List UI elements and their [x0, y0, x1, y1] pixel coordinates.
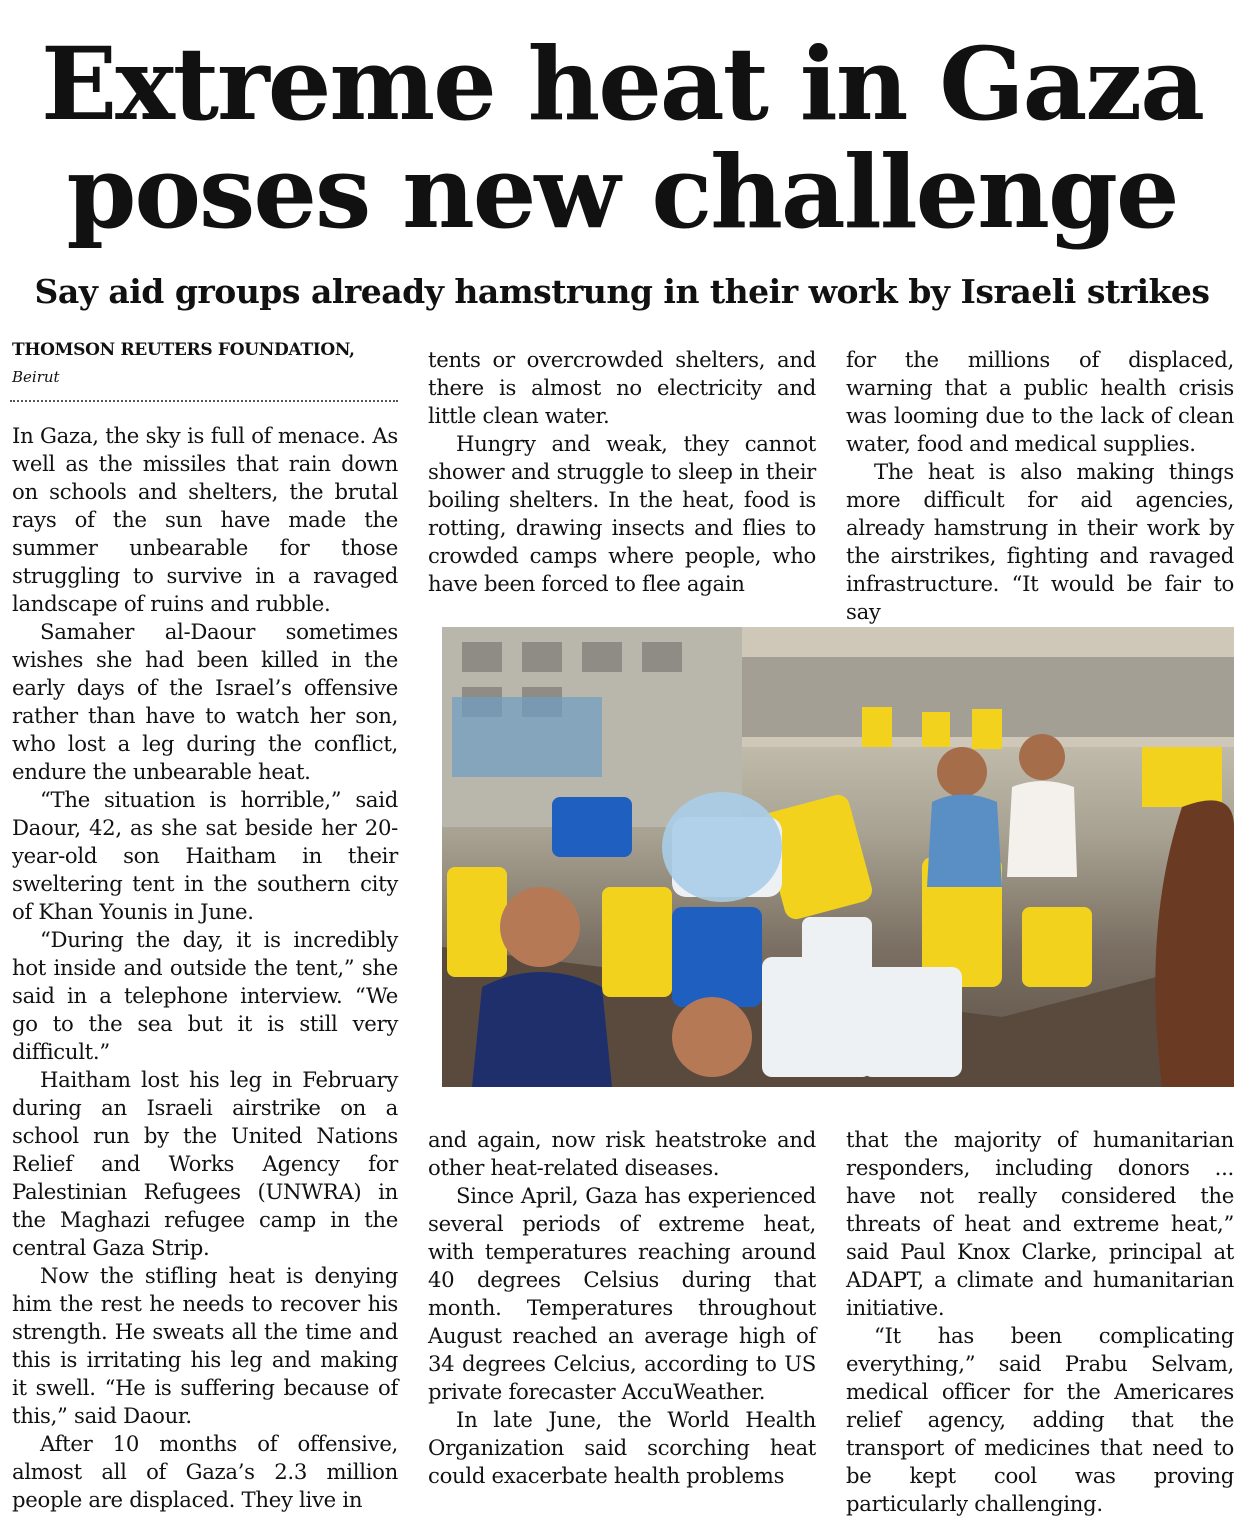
column-2-bottom — [428, 1126, 816, 1490]
byline-location: Beirut — [12, 368, 60, 386]
paragraph: In late June, the World Health Organization said scorching heat could exacerbate health problems — [428, 1407, 816, 1488]
headline — [0, 25, 1244, 251]
headline-line-1: Extreme heat in Gaza — [40, 25, 1203, 143]
paragraph: tents or overcrowded shelters, and there is almost no electricity and little clean water. — [428, 347, 816, 428]
paragraph: that the majority of humanitarian responders, including donors ... have not really considered the threats of heat and extreme heat,” said Paul Knox Clarke, principal at ADAPT, a climate and humanitarian initiative. — [846, 1127, 1234, 1320]
paragraph: Hungry and weak, they cannot shower and struggle to sleep in their boiling shelters. In the heat, food is rotting, drawing insects and flies to crowded camps where people, who have been forced to flee again — [428, 431, 816, 596]
paragraph: Haitham lost his leg in February during an Israeli airstrike on a school run by the United Nations Relief and Works Agency for Palestinian Refugees (UNWRA) in the Maghazi refugee camp in the central Gaza Strip. — [12, 1067, 398, 1260]
paragraph: Samaher al-Daour sometimes wishes she had been killed in the early days of the Israel’s offensive rather than have to watch her son, who lost a leg during the conflict, endure the unbearable heat. — [12, 619, 398, 784]
column-1 — [12, 422, 398, 1514]
paragraph: and again, now risk heatstroke and other heat-related diseases. — [428, 1127, 816, 1180]
photo-children-water-containers-icon — [442, 627, 1234, 1087]
paragraph: In Gaza, the sky is full of menace. As well as the missiles that rain down on schools and shelters, the brutal rays of the sun have made the summer unbearable for those struggling to survive in a ravaged landscape of ruins and rubble. — [12, 423, 398, 616]
column-2-top — [428, 346, 816, 598]
column-3-top — [846, 346, 1234, 626]
paragraph: for the millions of displaced, warning that a public health crisis was looming due to the lack of clean water, food and medical supplies. — [846, 347, 1234, 456]
byline-organization: THOMSON REUTERS FOUNDATION, — [12, 340, 355, 360]
paragraph: “During the day, it is incredibly hot inside and outside the tent,” she said in a telephone interview. “We go to the sea but it is still very difficult.” — [12, 927, 398, 1064]
byline-divider — [10, 400, 398, 402]
paragraph: Since April, Gaza has experienced several periods of extreme heat, with temperatures reaching around 40 degrees Celsius during that month. Temperatures throughout August reached an average high of 34 degrees Celcius, according to US private forecaster AccuWeather. — [428, 1183, 816, 1404]
paragraph: The heat is also making things more difficult for aid agencies, already hamstrung in their work by the airstrikes, fighting and ravaged infrastructure. “It would be fair to say — [846, 459, 1234, 624]
paragraph: Now the stifling heat is denying him the rest he needs to recover his strength. He sweats all the time and this is irritating his leg and making it swell. “He is suffering because of this,” said Daour. — [12, 1263, 398, 1428]
column-3-bottom — [846, 1126, 1234, 1518]
news-photo — [442, 627, 1234, 1087]
headline-line-2: poses new challenge — [66, 133, 1178, 251]
paragraph: After 10 months of offensive, almost all of Gaza’s 2.3 million people are displaced. They live in — [12, 1431, 398, 1512]
paragraph: “The situation is horrible,” said Daour, 42, as she sat beside her 20-year-old son Haitham in their sweltering tent in the southern city of Khan Younis in June. — [12, 787, 398, 924]
paragraph: “It has been complicating everything,” said Prabu Selvam, medical officer for the Americares relief agency, adding that the transport of medicines that need to be kept cool was proving particularly challenging. — [846, 1323, 1234, 1516]
subheadline: Say aid groups already hamstrung in their work by Israeli strikes — [34, 272, 1210, 311]
